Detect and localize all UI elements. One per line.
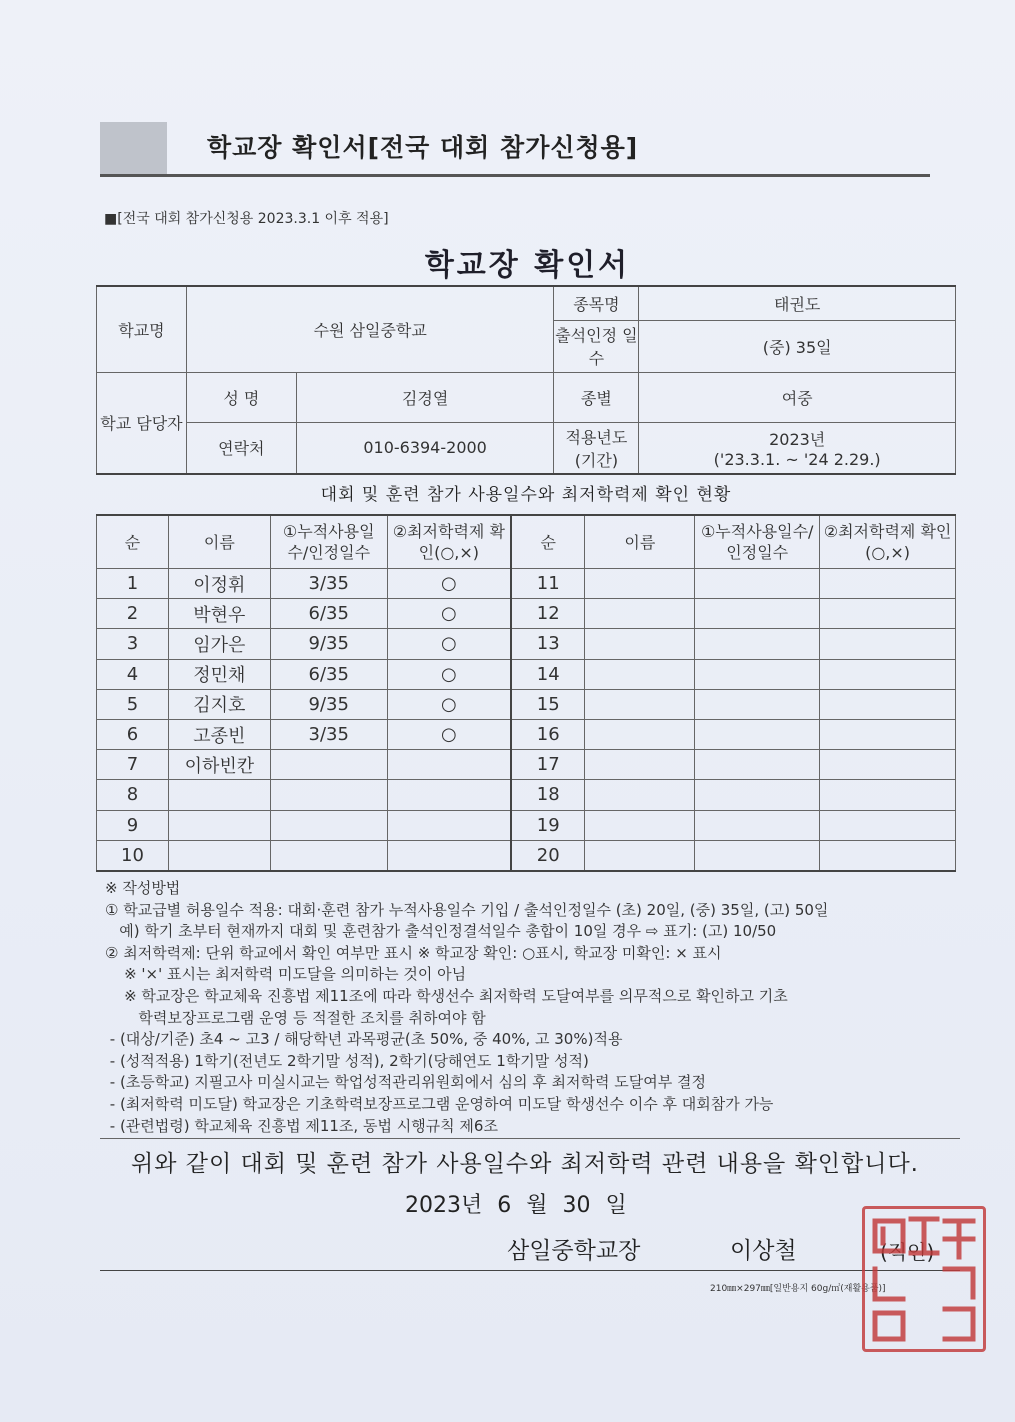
- academic-check: [820, 840, 956, 871]
- academic-check: ○: [387, 719, 511, 749]
- table-row: [97, 719, 956, 749]
- academic-check: [820, 629, 956, 659]
- instruction-line: 예) 학기 초부터 현재까지 대회 및 훈련참가 출석인정결석일수 총합이 10일 경우 ⇨ 표기: (고) 10/50: [105, 922, 777, 941]
- days-used: [695, 840, 820, 871]
- instruction-line: ② 최저학력제: 단위 학교에서 확인 여부만 표시 ※ 학교장 확인: ○표시, 학교장 미확인: × 표시: [105, 943, 722, 962]
- days-used: [695, 689, 820, 719]
- confirmation-statement: 위와 같이 대회 및 훈련 참가 사용일수와 최저학력 관련 내용을 확인합니다.: [131, 1151, 919, 1177]
- header-title: 학교장 확인서[전국 대회 참가신청용]: [207, 133, 639, 162]
- table-row: [97, 750, 956, 780]
- section-title: 대회 및 훈련 참가 사용일수와 최저학력제 확인 현황: [320, 485, 732, 505]
- academic-check: [820, 810, 956, 840]
- instruction-line: - (성적적용) 1학기(전년도 2학기말 성적), 2학기(당해연도 1학기말 성적): [105, 1051, 589, 1070]
- document-title: 학교장 확인서: [424, 248, 631, 283]
- row-number: 4: [97, 659, 169, 689]
- student-name: 박현우: [168, 599, 270, 629]
- row-number: 1: [97, 569, 169, 599]
- academic-check: [820, 780, 956, 810]
- seal-graphic: [865, 1209, 983, 1349]
- category-label: 종별: [554, 372, 639, 422]
- student-name: [168, 780, 270, 810]
- info-table: [96, 285, 956, 475]
- table-row: [97, 599, 956, 629]
- instruction-line: ① 학교급별 허용일수 적용: 대회·훈련 참가 누적사용일수 기입 / 출석인정일수 (초) 20일, (중) 35일, (고) 50일: [105, 900, 829, 919]
- student-name: [585, 750, 695, 780]
- official-seal-icon: [862, 1206, 986, 1352]
- header-cell: ①누적사용일 수/인정일수: [270, 515, 387, 569]
- table-row: [97, 629, 956, 659]
- header-cell: ①누적사용일수/ 인정일수: [695, 515, 820, 569]
- row-number: 3: [97, 629, 169, 659]
- category-value: 여중: [639, 372, 956, 422]
- days-used: 3/35: [270, 569, 387, 599]
- days-used: [270, 840, 387, 871]
- name-label: 성 명: [186, 372, 296, 422]
- student-name: 이정휘: [168, 569, 270, 599]
- student-name: [585, 689, 695, 719]
- days-used: [270, 780, 387, 810]
- table-row: [97, 569, 956, 599]
- table-row: [97, 659, 956, 689]
- academic-check: [820, 569, 956, 599]
- academic-check: ○: [387, 659, 511, 689]
- student-name: [585, 840, 695, 871]
- school-name: 수원 삼일중학교: [186, 286, 554, 372]
- event-label: 종목명: [554, 286, 639, 320]
- row-number: 8: [97, 780, 169, 810]
- student-name: [585, 569, 695, 599]
- instruction-line: ※ '×' 표시는 최저학력 미도달을 의미하는 것이 아님: [105, 965, 467, 984]
- header-cell: 이름: [585, 515, 695, 569]
- row-number: 11: [511, 569, 585, 599]
- days-used: [270, 810, 387, 840]
- row-number: 12: [511, 599, 585, 629]
- instruction-line: ※ 학교장은 학교체육 진흥법 제11조에 따라 학생선수 최저학력 도달여부를 의무적으로 확인하고 기초: [105, 986, 788, 1005]
- days-used: 6/35: [270, 659, 387, 689]
- row-number: 16: [511, 719, 585, 749]
- header-cell: 순: [97, 515, 169, 569]
- row-number: 6: [97, 719, 169, 749]
- days-used: [270, 750, 387, 780]
- academic-check: ○: [387, 599, 511, 629]
- days-used: 9/35: [270, 629, 387, 659]
- academic-check: [820, 599, 956, 629]
- school-label: 학교명: [97, 286, 187, 372]
- academic-check: [820, 659, 956, 689]
- participation-table: [96, 514, 956, 872]
- row-number: 2: [97, 599, 169, 629]
- instructions: [105, 877, 975, 1136]
- table-row: [97, 689, 956, 719]
- academic-check: ○: [387, 689, 511, 719]
- phone-label: 연락처: [186, 422, 296, 474]
- academic-check: [387, 840, 511, 871]
- notice-text: ■[전국 대회 참가신청용 2023.3.1 이후 적용]: [104, 211, 389, 227]
- days-used: [695, 750, 820, 780]
- seal-label: (직인): [880, 1240, 935, 1264]
- attendance-value: (중) 35일: [639, 320, 956, 372]
- student-name: 이하빈칸: [168, 750, 270, 780]
- academic-check: [387, 810, 511, 840]
- row-number: 14: [511, 659, 585, 689]
- instruction-line: - (관련법령) 학교체육 진흥법 제11조, 동법 시행규칙 제6조: [105, 1116, 498, 1135]
- academic-check: [820, 689, 956, 719]
- days-used: 9/35: [270, 689, 387, 719]
- student-name: [585, 719, 695, 749]
- academic-check: ○: [387, 629, 511, 659]
- year-cell: [639, 422, 956, 474]
- academic-check: [387, 780, 511, 810]
- student-name: 김지호: [168, 689, 270, 719]
- instruction-line: ※ 작성방법: [105, 879, 181, 897]
- row-number: 13: [511, 629, 585, 659]
- academic-check: [387, 750, 511, 780]
- row-number: 15: [511, 689, 585, 719]
- days-used: [695, 569, 820, 599]
- header-cell: ②최저학력제 확인(○,×): [387, 515, 511, 569]
- days-used: [695, 780, 820, 810]
- student-name: 임가은: [168, 629, 270, 659]
- row-number: 5: [97, 689, 169, 719]
- student-name: 정민채: [168, 659, 270, 689]
- student-name: [585, 629, 695, 659]
- student-name: [585, 810, 695, 840]
- table-row: [97, 810, 956, 840]
- instruction-line: - (초등학교) 지필고사 미실시교는 학업성적관리위원회에서 심의 후 최저학력 도달여부 결정: [105, 1073, 706, 1092]
- attendance-label: 출석인정 일수: [554, 320, 639, 372]
- student-name: [168, 840, 270, 871]
- name-value: 김경열: [296, 372, 554, 422]
- row-number: 19: [511, 810, 585, 840]
- row-number: 20: [511, 840, 585, 871]
- separator: [100, 1138, 960, 1139]
- days-used: [695, 629, 820, 659]
- academic-check: ○: [387, 569, 511, 599]
- signer-name: 이상철: [730, 1238, 797, 1264]
- days-used: [695, 599, 820, 629]
- days-used: [695, 810, 820, 840]
- header-gray-box: [100, 122, 167, 174]
- signer-title: 삼일중학교장: [507, 1238, 641, 1264]
- footer-rule: [100, 1270, 960, 1271]
- paper-spec: 210㎜×297㎜[일반용지 60g/㎡(재활용품)]: [710, 1284, 886, 1294]
- header-cell: 순: [511, 515, 585, 569]
- row-number: 9: [97, 810, 169, 840]
- instruction-line: - (최저학력 미도달) 학교장은 기초학력보장프로그램 운영하여 미도달 학생선수 이수 후 대회참가 가능: [105, 1094, 774, 1113]
- instruction-line: 학력보장프로그램 운영 등 적절한 조치를 취하여야 함: [105, 1008, 486, 1027]
- instruction-line: - (대상/기준) 초4 ~ 고3 / 해당학년 과목평균(초 50%, 중 40%, 고 30%)적용: [105, 1030, 623, 1049]
- days-used: 3/35: [270, 719, 387, 749]
- header-cell: ②최저학력제 확인(○,×): [820, 515, 956, 569]
- table-row: [97, 780, 956, 810]
- student-name: 고종빈: [168, 719, 270, 749]
- student-name: [585, 599, 695, 629]
- table-row: [97, 840, 956, 871]
- row-number: 7: [97, 750, 169, 780]
- header-cell: 이름: [168, 515, 270, 569]
- year-label: 적용년도 (기간): [554, 422, 639, 474]
- days-used: 6/35: [270, 599, 387, 629]
- days-used: [695, 719, 820, 749]
- student-name: [585, 780, 695, 810]
- academic-check: [820, 750, 956, 780]
- student-name: [585, 659, 695, 689]
- row-number: 17: [511, 750, 585, 780]
- days-used: [695, 659, 820, 689]
- student-name: [168, 810, 270, 840]
- phone-value: 010-6394-2000: [296, 422, 554, 474]
- event-value: 태권도: [639, 286, 956, 320]
- row-number: 18: [511, 780, 585, 810]
- academic-check: [820, 719, 956, 749]
- issue-date: 2023년 6 월 30 일: [405, 1193, 627, 1218]
- header-rule: [100, 174, 930, 177]
- contact-person-label: 학교 담당자: [97, 372, 187, 474]
- year-value: 2023년: [769, 429, 826, 449]
- period-value: ('23.3.1. ~ '24 2.29.): [713, 449, 881, 469]
- row-number: 10: [97, 840, 169, 871]
